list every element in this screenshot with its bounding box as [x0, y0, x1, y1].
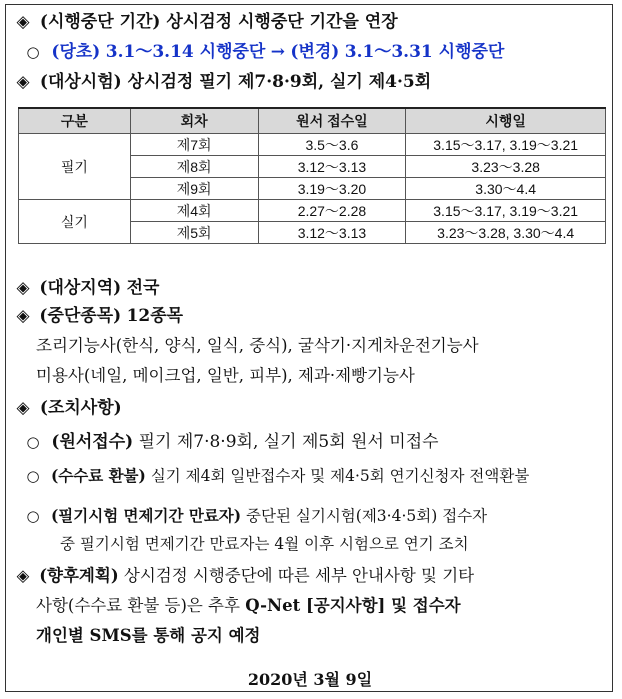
after-label: (변경)	[290, 42, 340, 62]
diamond-bullet-icon: ◈	[16, 306, 30, 326]
refund-text: 실기 제4회 일반접수자 및 제4·5회 연기신청자 전액환불	[150, 467, 530, 485]
period-heading-line	[12, 11, 398, 33]
measures-heading: (조치사항)	[39, 398, 122, 418]
exempt-text-2: 중 필기시험 면제기간 만료자는 4월 이후 시험으로 연기 조치	[60, 535, 469, 553]
target-heading: (대상시험) 상시검정 필기 제7·8·9회, 실기 제4·5회	[39, 72, 432, 92]
items-detail-line-1: 조리기능사(한식, 양식, 일식, 중식), 굴삭기·지게차운전기능사	[36, 336, 479, 355]
plan-label: (향후계획)	[39, 566, 119, 585]
items-detail-line-2: 미용사(네일, 메이크업, 일반, 피부), 제과·제빵기능사	[36, 366, 415, 385]
apply-date-cell: 3.5～3.6	[258, 134, 406, 156]
refund-line	[20, 465, 529, 487]
table-row	[19, 134, 606, 156]
arrow-icon: →	[270, 42, 285, 62]
circle-bullet-icon: ○	[26, 467, 40, 485]
diamond-bullet-icon: ◈	[16, 566, 30, 585]
items-value: 12종목	[126, 306, 184, 326]
notice-frame	[5, 4, 613, 692]
circle-bullet-icon: ○	[26, 433, 40, 451]
apply-date-cell: 3.12～3.13	[258, 222, 406, 244]
diamond-bullet-icon: ◈	[16, 398, 30, 418]
circle-bullet-icon: ○	[26, 43, 40, 61]
plan-line-1	[12, 565, 474, 587]
items-label: (중단종목)	[39, 306, 122, 326]
exam-date-cell: 3.23～3.28	[406, 156, 606, 178]
exempt-label: (필기시험 면제기간 만료자)	[50, 506, 242, 525]
column-header: 회차	[130, 108, 258, 134]
exam-date-cell: 3.15～3.17, 3.19～3.21	[406, 134, 606, 156]
round-cell: 제9회	[130, 178, 258, 200]
measures-heading-line	[12, 397, 122, 419]
exam-date-cell: 3.30～4.4	[406, 178, 606, 200]
apply-date-cell: 3.12～3.13	[258, 156, 406, 178]
diamond-bullet-icon: ◈	[16, 72, 30, 92]
column-header: 시행일	[406, 108, 606, 134]
column-header: 원서 접수일	[258, 108, 406, 134]
schedule-table	[18, 107, 606, 244]
category-cell: 필기	[19, 134, 131, 200]
table-row	[19, 200, 606, 222]
exam-date-cell: 3.15～3.17, 3.19～3.21	[406, 200, 606, 222]
category-cell: 실기	[19, 200, 131, 244]
refund-label: (수수료 환불)	[50, 466, 146, 485]
region-line	[12, 277, 159, 299]
apply-date-cell: 2.27～2.28	[258, 200, 406, 222]
before-value: 3.1～3.14 시행중단	[105, 42, 266, 62]
before-label: (당초)	[51, 42, 101, 62]
plan-line-2	[36, 595, 461, 617]
round-cell: 제5회	[130, 222, 258, 244]
exempt-text-1: 중단된 실기시험(제3·4·5회) 접수자	[246, 507, 488, 525]
exam-date-cell: 3.23～3.28, 3.30～4.4	[406, 222, 606, 244]
period-change-line	[20, 41, 504, 63]
plan-text-1: 상시검정 시행중단에 따른 세부 안내사항 및 기타	[123, 566, 475, 585]
diamond-bullet-icon: ◈	[16, 278, 30, 298]
target-heading-line	[12, 71, 431, 93]
application-label: (원서접수)	[51, 432, 134, 452]
after-value: 3.1～3.31 시행중단	[344, 42, 505, 62]
round-cell: 제4회	[130, 200, 258, 222]
plan-text-2a: 사항(수수료 환불 등)은 추후	[36, 596, 240, 615]
plan-text-2b: Q-Net [공지사항] 및 접수자	[245, 596, 461, 615]
exempt-line	[20, 505, 487, 527]
region-label: (대상지역)	[39, 278, 122, 298]
column-header: 구분	[19, 108, 131, 134]
circle-bullet-icon: ○	[26, 507, 40, 525]
round-cell: 제8회	[130, 156, 258, 178]
application-line	[20, 431, 439, 453]
apply-date-cell: 3.19～3.20	[258, 178, 406, 200]
notice-date: 2020년 3월 9일	[247, 670, 373, 689]
table-header-row	[19, 108, 606, 134]
period-heading: (시행중단 기간) 상시검정 시행중단 기간을 연장	[39, 12, 398, 32]
round-cell: 제7회	[130, 134, 258, 156]
application-text: 필기 제7·8·9회, 실기 제5회 원서 미접수	[138, 432, 439, 452]
items-line	[12, 305, 183, 327]
plan-line-3: 개인별 SMS를 통해 공지 예정	[36, 626, 261, 645]
diamond-bullet-icon: ◈	[16, 12, 30, 32]
region-value: 전국	[126, 278, 160, 298]
